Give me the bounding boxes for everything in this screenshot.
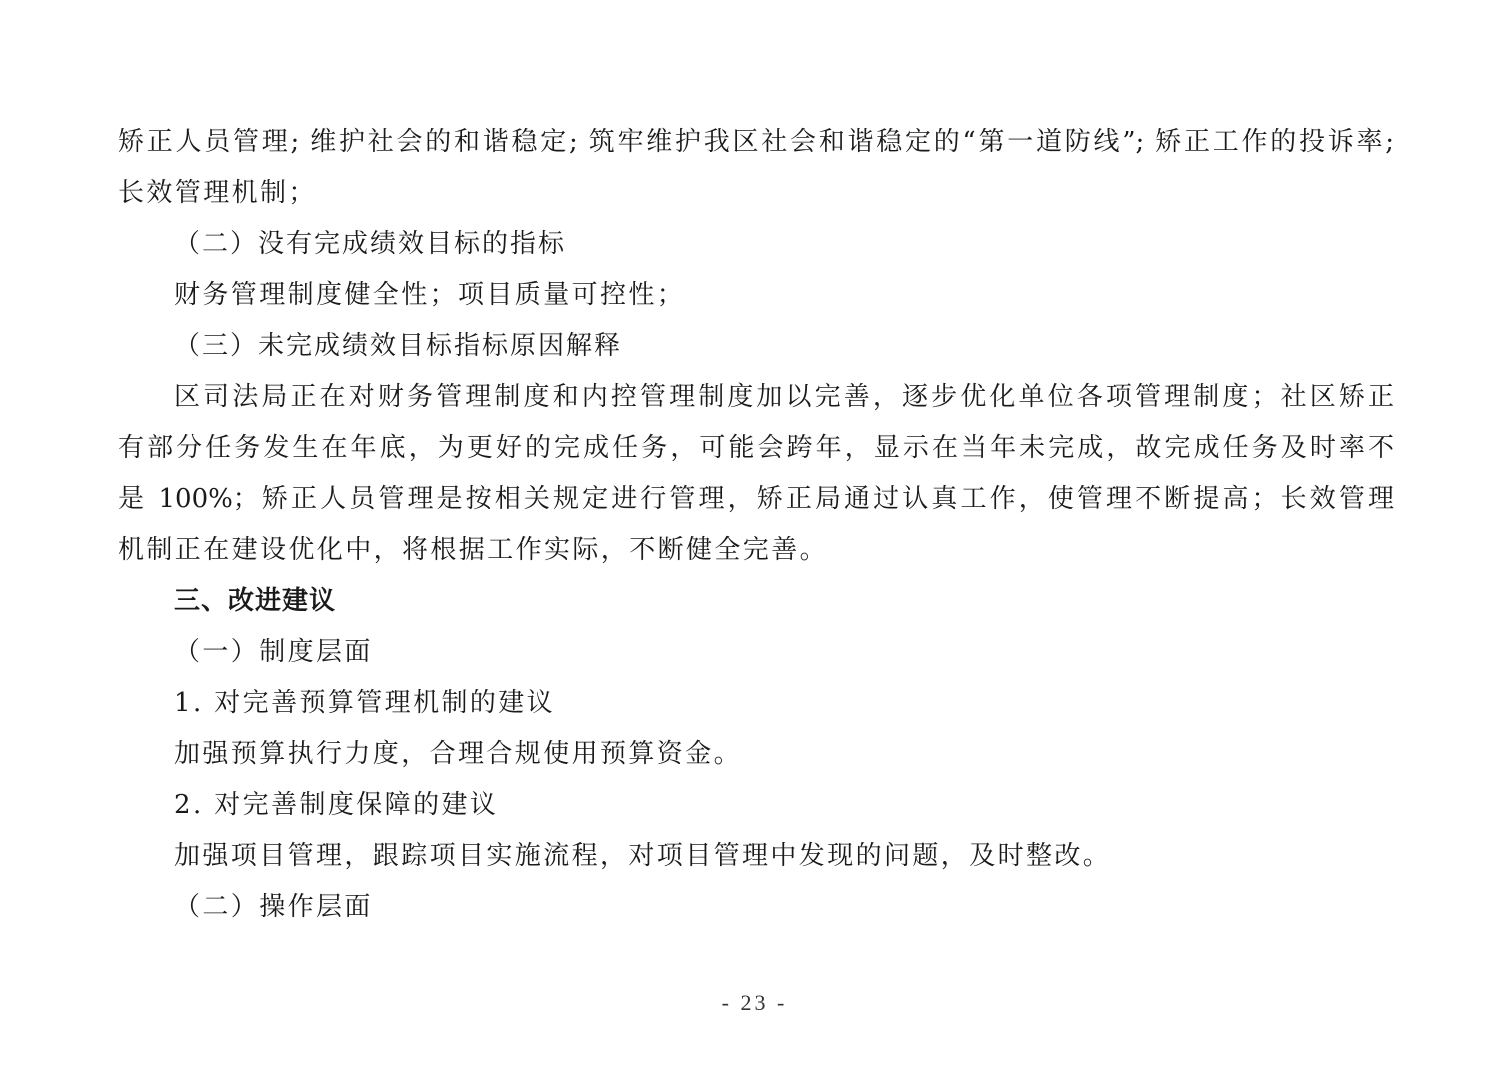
document-body [118, 117, 1394, 933]
paragraph-line: 长效管理机制； [118, 178, 317, 208]
paragraph-line: 区司法局正在对财务管理制度和内控管理制度加以完善，逐步优化单位各项管理制度；社区矫正 [174, 382, 1394, 412]
section-heading: （二）没有完成绩效目标的指标 [174, 229, 567, 259]
paragraph-line: 有部分任务发生在年底，为更好的完成任务，可能会跨年，显示在当年未完成，故完成任务及时率不 [118, 433, 1394, 463]
paragraph-line: 矫正人员管理; 维护社会的和谐稳定; 筑牢维护我区社会和谐稳定的“第一道防线”; 矫正工作的投诉率; [118, 127, 1394, 157]
section-heading: （三）未完成绩效目标指标原因解释 [174, 331, 623, 361]
paragraph-line: 加强项目管理，跟踪项目实施流程，对项目管理中发现的问题，及时整改。 [174, 841, 1112, 871]
page-number: - 23 - [721, 990, 788, 1015]
subsection-heading: 1. 对完善预算管理机制的建议 [174, 688, 556, 718]
chapter-heading: 三、改进建议 [174, 586, 337, 616]
section-heading: （二）操作层面 [174, 892, 373, 922]
paragraph-line: 加强预算执行力度，合理合规使用预算资金。 [174, 739, 743, 769]
paragraph-line: 财务管理制度健全性；项目质量可控性； [174, 280, 686, 310]
section-heading: （一）制度层面 [174, 637, 373, 667]
paragraph-line: 机制正在建设优化中，将根据工作实际，不断健全完善。 [118, 535, 829, 565]
subsection-heading: 2. 对完善制度保障的建议 [174, 790, 499, 820]
paragraph-line: 是 100%；矫正人员管理是按相关规定进行管理，矫正局通过认真工作，使管理不断提高；长效管理 [118, 484, 1394, 514]
